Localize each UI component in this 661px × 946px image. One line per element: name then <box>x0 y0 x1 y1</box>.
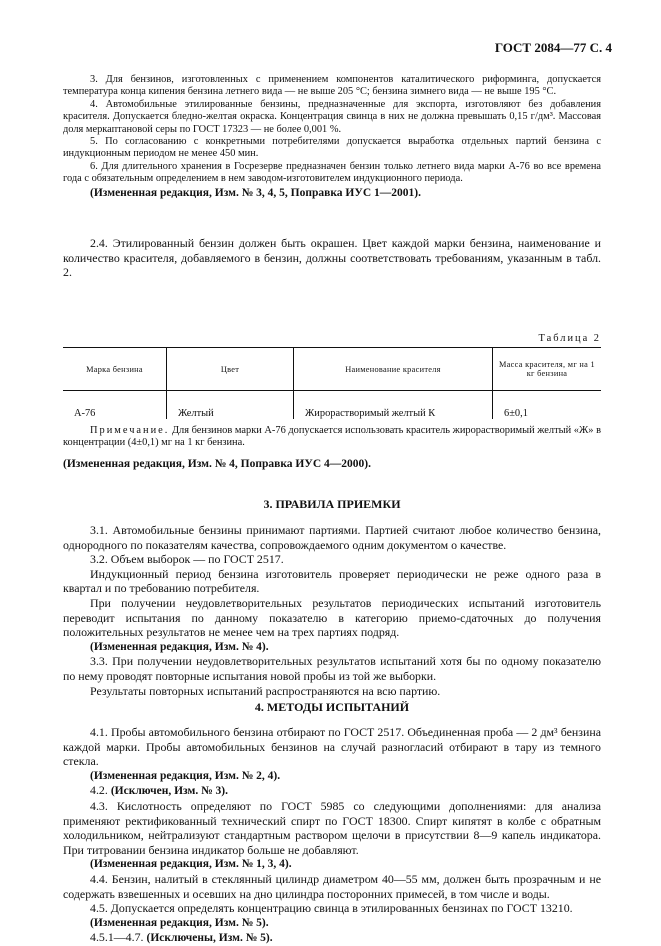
paragraph-4-2: (Исключен, Изм. № 3). <box>110 785 228 798</box>
note-5: 5. По согласованию с конкретными потребителями допускается выработка отдельных партий бензина с индукционным периодом не менее 450 мин. <box>63 136 601 160</box>
col-header-mass: Масса красителя, мг на 1 кг бензина <box>493 348 602 391</box>
paragraph-4-5-1-number: 4.5.1—4.7. <box>90 930 144 945</box>
paragraph-4-3: 4.3. Кислотность определяют по ГОСТ 5985 со следующими дополнениями: для анализа применяют ректификованный технический спирт по ГОСТ 18300. Спирт кипятят в колбе с обратным холодильником, нейтрализуют стандартным раствором щелочи в присутствии 8—9 капель индикатора. При титровании бензина индикатор больше не добавляют. <box>63 798 601 857</box>
paragraph-2-4: 2.4. Этилированный бензин должен быть окрашен. Цвет каждой марки бензина, наименование и количество красителя, добавляемого в бензин, должны соответствовать требованиям, указанным в табл. 2. <box>63 236 601 280</box>
paragraph-4-1: 4.1. Пробы автомобильного бензина отбирают по ГОСТ 2517. Объединенная проба — 2 дм³ бензина каждой марки. Пробы автомобильных бензинов на случай разногласий отбирают в тару из темного стекла. <box>63 725 601 769</box>
paragraph-3-1: 3.1. Автомобильные бензины принимают партиями. Партией считают любое количество бензина, однородного по показателям качества, сопровождаемого одним документом о качестве. <box>63 523 601 552</box>
cell-dye: Жирорастворимый желтый К <box>294 391 493 420</box>
edit-4-5: (Измененная редакция, Изм. № 5). <box>90 916 269 929</box>
section-4-title: 4. МЕТОДЫ ИСПЫТАНИЙ <box>254 700 410 714</box>
table-row <box>63 391 601 420</box>
table-header-row <box>63 348 601 391</box>
cell-mass: 6±0,1 <box>493 391 602 420</box>
footnotes-block <box>63 74 601 200</box>
page-header: ГОСТ 2084—77 С. 4 <box>494 40 612 55</box>
note-4: 4. Автомобильные этилированные бензины, предназначенные для экспорта, изготовляют без добавления красителя. Допускается бледно-желтая окраска. Концентрация свинца в них не должна превышать 0,15 г/дм³. Массовая доля меркаптановой серы по ГОСТ 17323 — не более 0,001 %. <box>63 98 601 135</box>
table-note-label: Примечание. <box>90 425 170 436</box>
section-3-body <box>63 523 601 698</box>
section-3-title: 3. ПРАВИЛА ПРИЕМКИ <box>263 497 401 511</box>
paragraph-3-3: 3.3. При получении неудовлетворительных результатов испытаний хотя бы по одному показателю по нему проводят повторные испытания новой пробы из той же выборки. <box>63 654 601 683</box>
table-edit: (Измененная редакция, Изм. № 4, Поправка ИУС 4—2000). <box>63 458 371 470</box>
table-caption: Таблица 2 <box>538 333 601 344</box>
edit-4-3: (Измененная редакция, Изм. № 1, 3, 4). <box>90 858 292 871</box>
paragraph-3-3b: Результаты повторных испытаний распространяются на всю партию. <box>90 683 441 698</box>
section-4-body <box>63 725 601 946</box>
paragraph-3-2: 3.2. Объем выборок — по ГОСТ 2517. <box>90 552 284 567</box>
note-6: 6. Для длительного хранения в Госрезерве предназначен бензин только летнего вида марки А-76 во все времена года с обязательным определением в нем заводом-изготовителем индукционного периода. <box>63 160 601 185</box>
cell-brand: А-76 <box>74 408 96 419</box>
cell-color: Желтый <box>167 391 294 420</box>
table-note <box>63 425 601 450</box>
paragraph-4-5: 4.5. Допускается определять концентрацию свинца в этилированных бензинах по ГОСТ 13210. <box>90 901 573 916</box>
edit-3-2: (Измененная редакция, Изм. № 4). <box>90 640 269 653</box>
paragraph-3-2c: При получении неудовлетворительных результатов периодических испытаний изготовитель переводит испытания по данному показателю в категорию приемо-сдаточных до получения положительных результатов не менее чем на трех партиях подряд. <box>63 595 601 640</box>
paragraph-4-4: 4.4. Бензин, налитый в стеклянный цилиндр диаметром 40—55 мм, должен быть прозрачным и не содержать взвешенных и осевших на дно цилиндра посторонних примесей, в том числе и воды. <box>63 871 601 901</box>
edit-4-1: (Измененная редакция, Изм. № 2, 4). <box>90 769 281 782</box>
col-header-color: Цвет <box>167 348 294 391</box>
notes-edit: (Измененная редакция, Изм. № 3, 4, 5, Поправка ИУС 1—2001). <box>90 186 421 199</box>
table-note-text: Для бензинов марки А-76 допускается использовать краситель жирорастворимый желтый «Ж» в концентрации (4±0,1) мг на 1 кг бензина. <box>63 425 601 449</box>
note-3: 3. Для бензинов, изготовленных с применением компонентов каталитического риформинга, допускается температура конца кипения бензина летнего вида — не выше 205 °С; бензина зимнего вида — не выше 195 °С. <box>63 74 601 98</box>
paragraph-3-2b: Индукционный период бензина изготовитель проверяет периодически не реже одного раза в квартал и по требованию потребителя. <box>63 566 601 596</box>
paragraph-4-2-number: 4.2. <box>90 783 108 798</box>
col-header-dye: Наименование красителя <box>294 348 493 391</box>
col-header-brand: Марка бензина <box>63 348 167 391</box>
paragraph-4-5-1: (Исключены, Изм. № 5). <box>146 932 273 945</box>
table-2 <box>63 347 601 419</box>
